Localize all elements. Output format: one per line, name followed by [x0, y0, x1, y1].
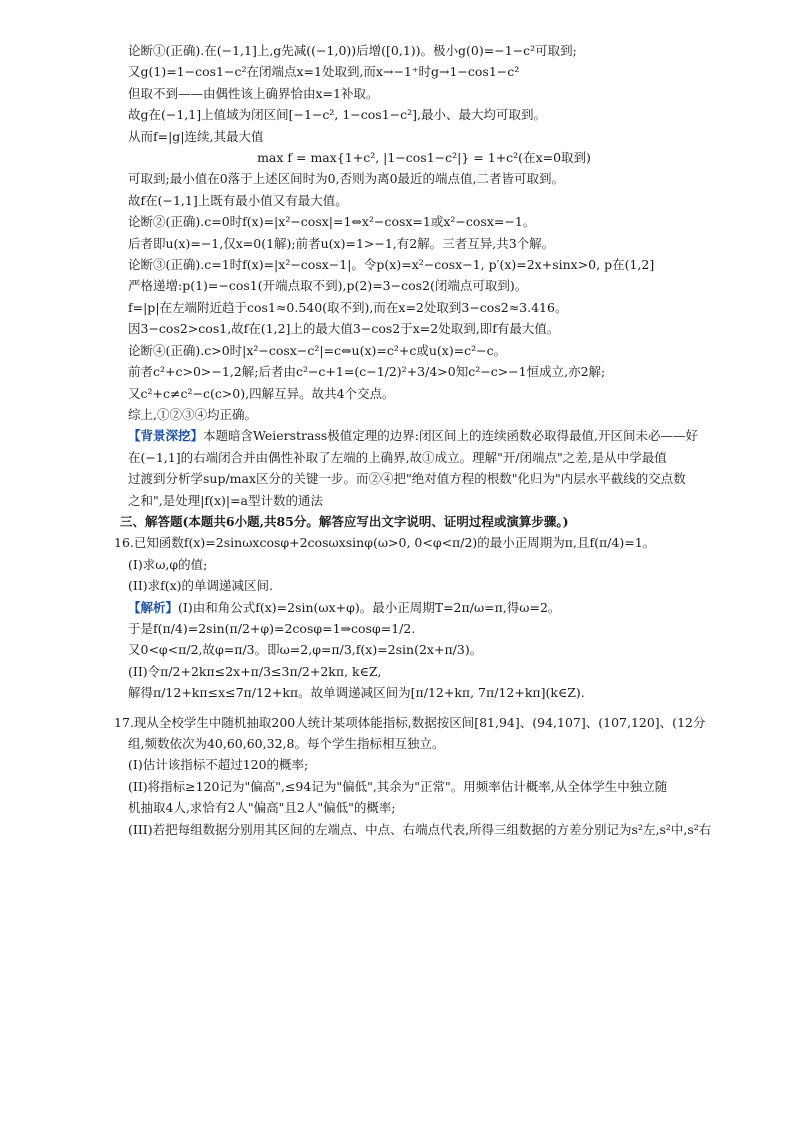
text-line: 三、解答题(本题共6小题,共85分。解答应写出文字说明、证明过程或演算步骤。) — [120, 513, 569, 529]
section-tag: 【背景深挖】 — [128, 428, 204, 444]
text-line: (III)若把每组数据分别用其区间的左端点、中点、右端点代表,所得三组数据的方差分别记为s²左,s²中,s²右 — [128, 821, 712, 837]
text-line: 又c²+c≠c²−c(c>0),四解互异。故共4个交点。 — [128, 385, 395, 401]
text-line: 前者c²+c>0>−1,2解;后者由c²−c+1=(c−1/2)²+3/4>0知c²−c>−1恒成立,亦2解; — [128, 364, 606, 380]
section-tag: 【解析】 — [128, 599, 179, 615]
text-line: 后者即u(x)=−1,仅x=0(1解);前者u(x)=1>−1,有2解。三者互异,共3个解。 — [128, 235, 555, 251]
text-line: (I)求ω,φ的值; — [128, 556, 208, 572]
text-line: max f = max{1+c², |1−cos1−c²|} = 1+c²(在x=0取到) — [257, 150, 591, 166]
text-line: 论断①(正确).在(−1,1]上,g先减((−1,0))后增([0,1))。极小g(0)=−1−c²可取到; — [128, 43, 577, 58]
text-line: (I)估计该指标不超过120的概率; — [128, 757, 309, 773]
text-line: 16.已知函数f(x)=2sinωxcosφ+2cosωxsinφ(ω>0, 0<φ<π/2)的最小正周期为π,且f(π/4)=1。 — [114, 535, 656, 551]
text-line: 17.现从全校学生中随机抽取200人统计某项体能指标,数据按区间[81,94]、(94,107]、(107,120]、(12分 — [114, 714, 706, 730]
text-line: 之和",是处理|f(x)|=a型计数的通法 — [128, 492, 324, 508]
text-line: 论断③(正确).c=1时f(x)=|x²−cosx−1|。令p(x)=x²−cosx−1, p′(x)=2x+sinx>0, p在(1,2] — [128, 257, 655, 273]
text-line: 又0<φ<π/2,故φ=π/3。即ω=2,φ=π/3,f(x)=2sin(2x+π/3)。 — [128, 642, 483, 658]
text-line: 因3−cos2>cos1,故f在(1,2]上的最大值3−cos2于x=2处取到,即f有最大值。 — [128, 321, 560, 337]
text-line: 论断④(正确).c>0时|x²−cosx−c²|=c⇔u(x)=c²+c或u(x)=c²−c。 — [128, 342, 507, 358]
text-line: 于是f(π/4)=2sin(π/2+φ)=2cosφ=1⇒cosφ=1/2. — [128, 620, 416, 636]
text-line: 可取到;最小值在0落于上述区间时为0,否则为离0最近的端点值,二者皆可取到。 — [128, 171, 565, 187]
document-body — [114, 40, 760, 840]
text-line: 故f在(−1,1]上既有最小值又有最大值。 — [128, 192, 348, 208]
text-line: 过渡到分析学sup/max区分的关键一步。而②④把"绝对值方程的根数"化归为"内层水平截线的交点数 — [128, 471, 686, 487]
text-line: 解得π/12+kπ≤x≤7π/12+kπ。故单调递减区间为[π/12+kπ, 7π/12+kπ](k∈Z). — [128, 685, 585, 701]
text-line: 又g(1)=1−cos1−c²在闭端点x=1处取到,而x→−1⁺时g→1−cos1−c² — [128, 64, 520, 80]
text-line: 组,频数依次为40,60,60,32,8。每个学生指标相互独立。 — [128, 736, 445, 751]
spacer — [128, 704, 760, 712]
text-line — [128, 425, 760, 446]
text-line — [128, 597, 760, 618]
text-line: 故g在(−1,1]上值域为闭区间[−1−c², 1−cos1−c²],最小、最大均可取到。 — [128, 107, 547, 123]
tag-text: (I)由和角公式f(x)=2sin(ωx+φ)。最小正周期T=2π/ω=π,得ω=2。 — [178, 599, 561, 615]
text-line: 论断②(正确).c=0时f(x)=|x²−cosx|=1⇔x²−cosx=1或x²−cosx=−1。 — [128, 214, 536, 230]
tag-text: 本题暗含Weierstrass极值定理的边界:闭区间上的连续函数必取得最值,开区间未必——好 — [203, 428, 698, 444]
text-line: (II)求f(x)的单调递减区间. — [128, 578, 274, 594]
text-line: 但取不到——由偶性该上确界恰由x=1补取。 — [128, 85, 379, 101]
text-line: (II)将指标≥120记为"偏高",≤94记为"偏低",其余为"正常"。用频率估计概率,从全体学生中独立随 — [128, 778, 668, 794]
text-line: (II)令π/2+2kπ≤2x+π/3≤3π/2+2kπ, k∈Z, — [128, 663, 382, 679]
text-line: 综上,①②③④均正确。 — [128, 406, 257, 422]
text-line: 从而f=|g|连续,其最大值 — [128, 128, 264, 144]
text-line: 机抽取4人,求恰有2人"偏高"且2人"偏低"的概率; — [128, 800, 396, 816]
text-line: f=|p|在左端附近趋于cos1≈0.540(取不到),而在x=2处取到3−cos2≈3.416。 — [128, 299, 568, 315]
text-line: 严格递增:p(1)=−cos1(开端点取不到),p(2)=3−cos2(闭端点可取到)。 — [128, 278, 528, 294]
text-line: 在(−1,1]的右端闭合并由偶性补取了左端的上确界,故①成立。理解"开/闭端点"之差,是从中学最值 — [128, 449, 667, 465]
